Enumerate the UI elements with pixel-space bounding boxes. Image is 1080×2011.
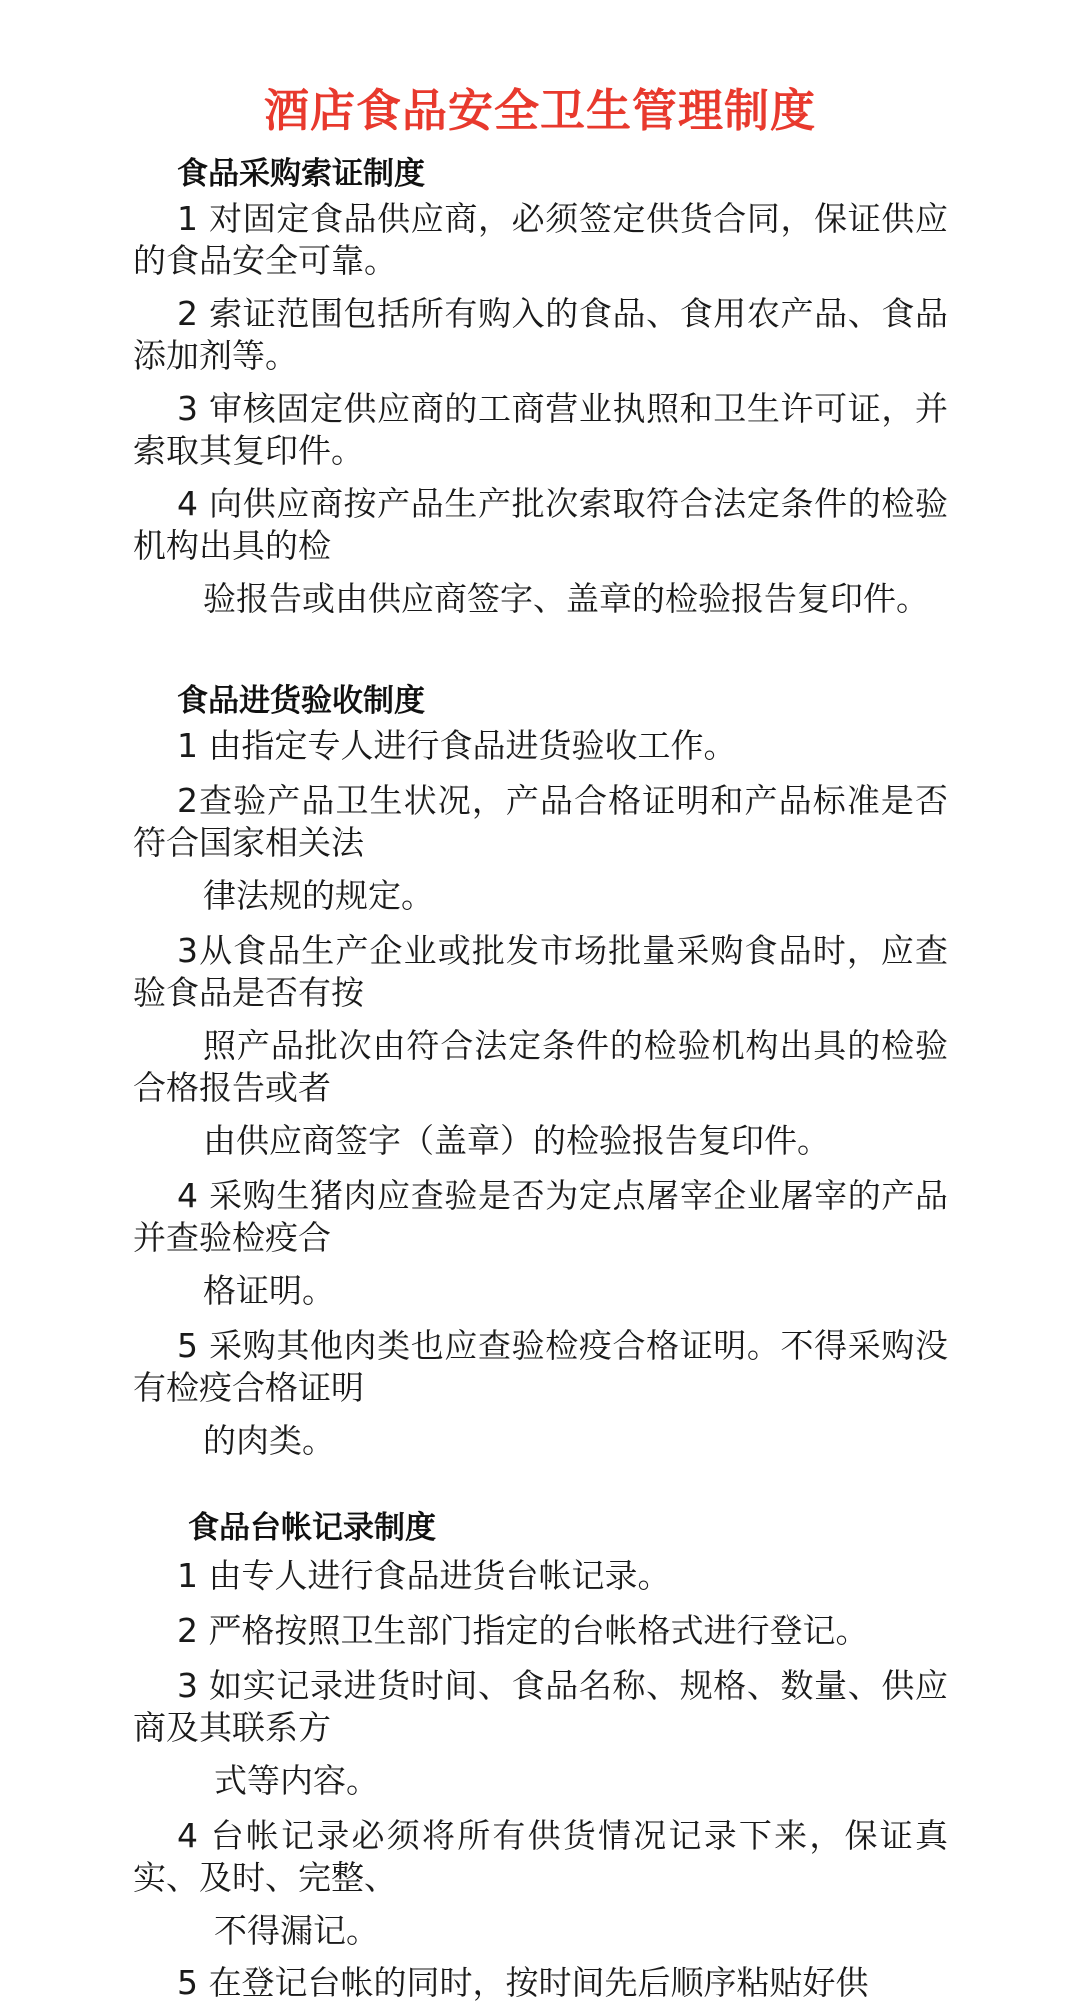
section-heading-ledger: 食品台帐记录制度 [188,1510,436,1546]
paragraph: 律法规的规定。 [203,876,434,915]
paragraph: 4 向供应商按产品生产批次索取符合法定条件的检验机构出具的检 [133,484,948,565]
paragraph: 1 由指定专人进行食品进货验收工作。 [177,726,737,765]
paragraph: 验报告或由供应商签字、盖章的检验报告复印件。 [203,579,929,618]
document-title: 酒店食品安全卫生管理制度 [263,84,816,137]
section-heading-procurement: 食品采购索证制度 [177,156,425,192]
paragraph: 的肉类。 [203,1421,335,1460]
paragraph: 4 台帐记录必须将所有供货情况记录下来，保证真实、及时、完整、 [133,1816,948,1897]
paragraph: 格证明。 [203,1271,335,1310]
paragraph: 3 审核固定供应商的工商营业执照和卫生许可证，并索取其复印件。 [133,389,948,470]
paragraph: 5 采购其他肉类也应查验检疫合格证明。不得采购没有检疫合格证明 [133,1326,948,1407]
paragraph: 2查验产品卫生状况，产品合格证明和产品标准是否符合国家相关法 [133,781,948,862]
paragraph: 4 采购生猪肉应查验是否为定点屠宰企业屠宰的产品并查验检疫合 [133,1176,948,1257]
paragraph: 由供应商签字（盖章）的检验报告复印件。 [203,1121,830,1160]
paragraph: 3从食品生产企业或批发市场批量采购食品时，应查验食品是否有按 [133,931,948,1012]
section-heading-receiving: 食品进货验收制度 [177,683,425,719]
paragraph: 5 在登记台帐的同时，按时间先后顺序粘贴好供 [177,1963,869,2002]
paragraph: 照产品批次由符合法定条件的检验机构出具的检验合格报告或者 [133,1026,948,1107]
paragraph: 不得漏记。 [214,1911,379,1950]
paragraph: 2 严格按照卫生部门指定的台帐格式进行登记。 [177,1611,869,1650]
paragraph: 3 如实记录进货时间、食品名称、规格、数量、供应商及其联系方 [133,1666,948,1747]
paragraph: 1 对固定食品供应商，必须签定供货合同，保证供应的食品安全可靠。 [133,199,948,280]
paragraph: 2 索证范围包括所有购入的食品、食用农产品、食品添加剂等。 [133,294,948,375]
paragraph: 1 由专人进行食品进货台帐记录。 [177,1556,671,1595]
paragraph: 式等内容。 [214,1761,379,1800]
